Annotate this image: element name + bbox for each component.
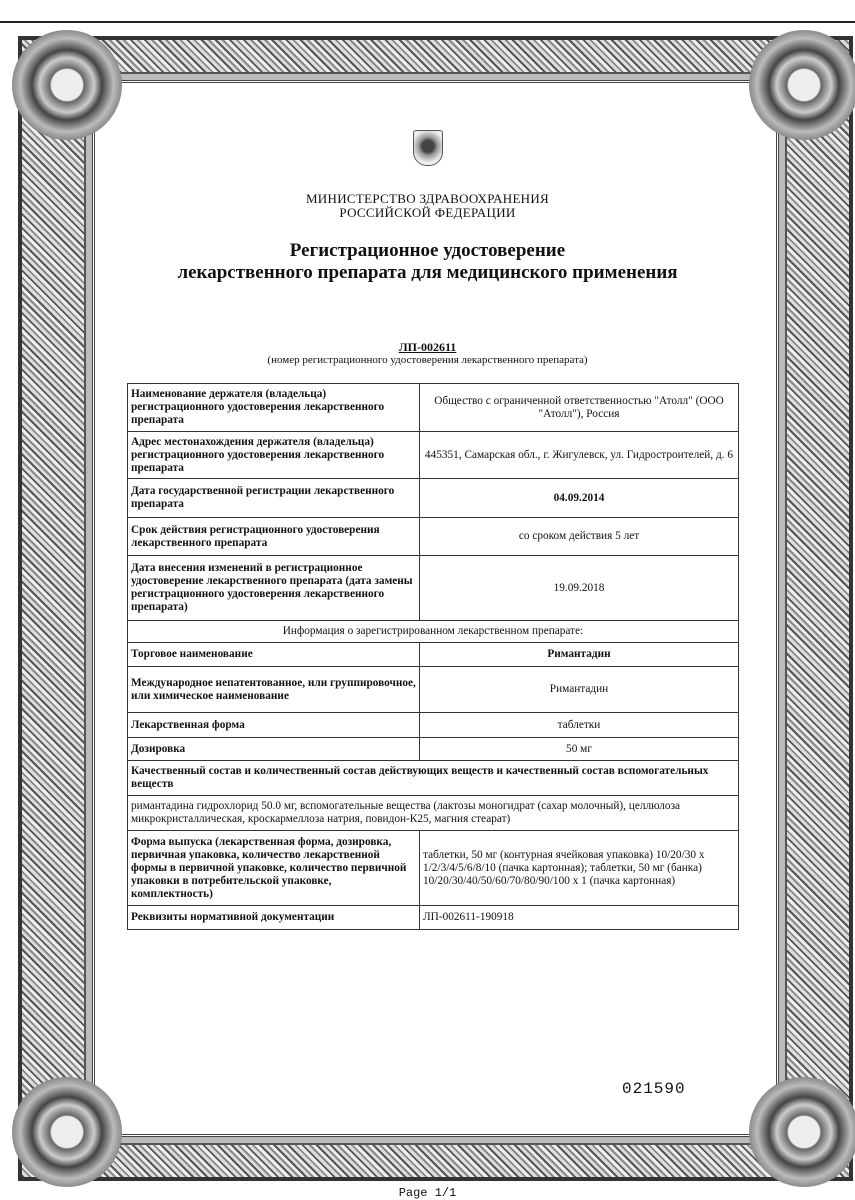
row-label: Реквизиты нормативной документации (128, 906, 420, 930)
table-row (128, 518, 739, 556)
row-label: Лекарственная форма (128, 713, 420, 738)
table-row (128, 479, 739, 518)
ministry-name (0, 192, 855, 220)
certificate-table (127, 383, 739, 930)
table-row (128, 621, 739, 643)
table-row (128, 906, 739, 930)
coat-of-arms-icon (413, 130, 443, 166)
row-value: Римантадин (420, 667, 739, 713)
row-value: 04.09.2014 (420, 479, 739, 518)
row-value: 445351, Самарская обл., г. Жигулевск, ул. Гидростроителей, д. 6 (420, 432, 739, 479)
info-header: Информация о зарегистрированном лекарственном препарате: (128, 621, 739, 643)
top-rule (0, 21, 855, 23)
row-value: со сроком действия 5 лет (420, 518, 739, 556)
table-row (128, 384, 739, 432)
composition-text: римантадина гидрохлорид 50.0 мг, вспомогательные вещества (лактозы моногидрат (сахар молочный), целлюлоза микрокристаллическая, кроскармеллоза натрия, повидон-К25, магния стеарат) (128, 796, 739, 831)
row-value: Общество с ограниченной ответственностью "Атолл" (ООО "Атолл"), Россия (420, 384, 739, 432)
table-row (128, 667, 739, 713)
row-label: Дата внесения изменений в регистрационное удостоверение лекарственного препарата (дата замены регистрационного удостоверения лекарственного препарата) (128, 556, 420, 621)
composition-header: Качественный состав и количественный состав действующих веществ и качественный состав вспомогательных веществ (128, 761, 739, 796)
row-value: 50 мг (420, 738, 739, 761)
registration-number: ЛП-002611 (398, 340, 457, 354)
document-title (0, 240, 855, 284)
serial-number: 021590 (622, 1080, 686, 1098)
row-label: Наименование держателя (владельца) регистрационного удостоверения лекарственного препарата (128, 384, 420, 432)
registration-number-caption: (номер регистрационного удостоверения лекарственного препарата) (267, 354, 588, 366)
table-row (128, 831, 739, 906)
table-row (128, 556, 739, 621)
row-value: таблетки (420, 713, 739, 738)
row-value: 19.09.2018 (420, 556, 739, 621)
table-row (128, 713, 739, 738)
row-label: Форма выпуска (лекарственная форма, дозировка, первичная упаковка, количество лекарственной формы в первичной упаковке, количество первичной упаковки в потребительской упаковке, комплектность) (128, 831, 420, 906)
table-row (128, 796, 739, 831)
row-value: таблетки, 50 мг (контурная ячейковая упаковка) 10/20/30 x 1/2/3/4/5/6/8/10 (пачка картонная); таблетки, 50 мг (банка) 10/20/30/40/50/60/70/80/90/100 x 1 (пачка картонная) (420, 831, 739, 906)
table-row (128, 643, 739, 667)
row-label: Дозировка (128, 738, 420, 761)
table-row (128, 761, 739, 796)
row-label: Срок действия регистрационного удостоверения лекарственного препарата (128, 518, 420, 556)
row-label: Адрес местонахождения держателя (владельца) регистрационного удостоверения лекарственного препарата (128, 432, 420, 479)
page-indicator: Page 1/1 (398, 1186, 457, 1200)
row-label: Торговое наименование (128, 643, 420, 667)
ministry-line-2: РОССИЙСКОЙ ФЕДЕРАЦИИ (339, 205, 516, 220)
row-value: Римантадин (420, 643, 739, 667)
row-label: Дата государственной регистрации лекарственного препарата (128, 479, 420, 518)
row-value: ЛП-002611-190918 (420, 906, 739, 930)
title-line-1: Регистрационное удостоверение (289, 240, 566, 261)
table-row (128, 432, 739, 479)
row-label: Международное непатентованное, или группировочное, или химическое наименование (128, 667, 420, 713)
ministry-line-1: МИНИСТЕРСТВО ЗДРАВООХРАНЕНИЯ (305, 191, 550, 206)
title-line-2: лекарственного препарата для медицинского применения (177, 262, 678, 283)
table-row (128, 738, 739, 761)
